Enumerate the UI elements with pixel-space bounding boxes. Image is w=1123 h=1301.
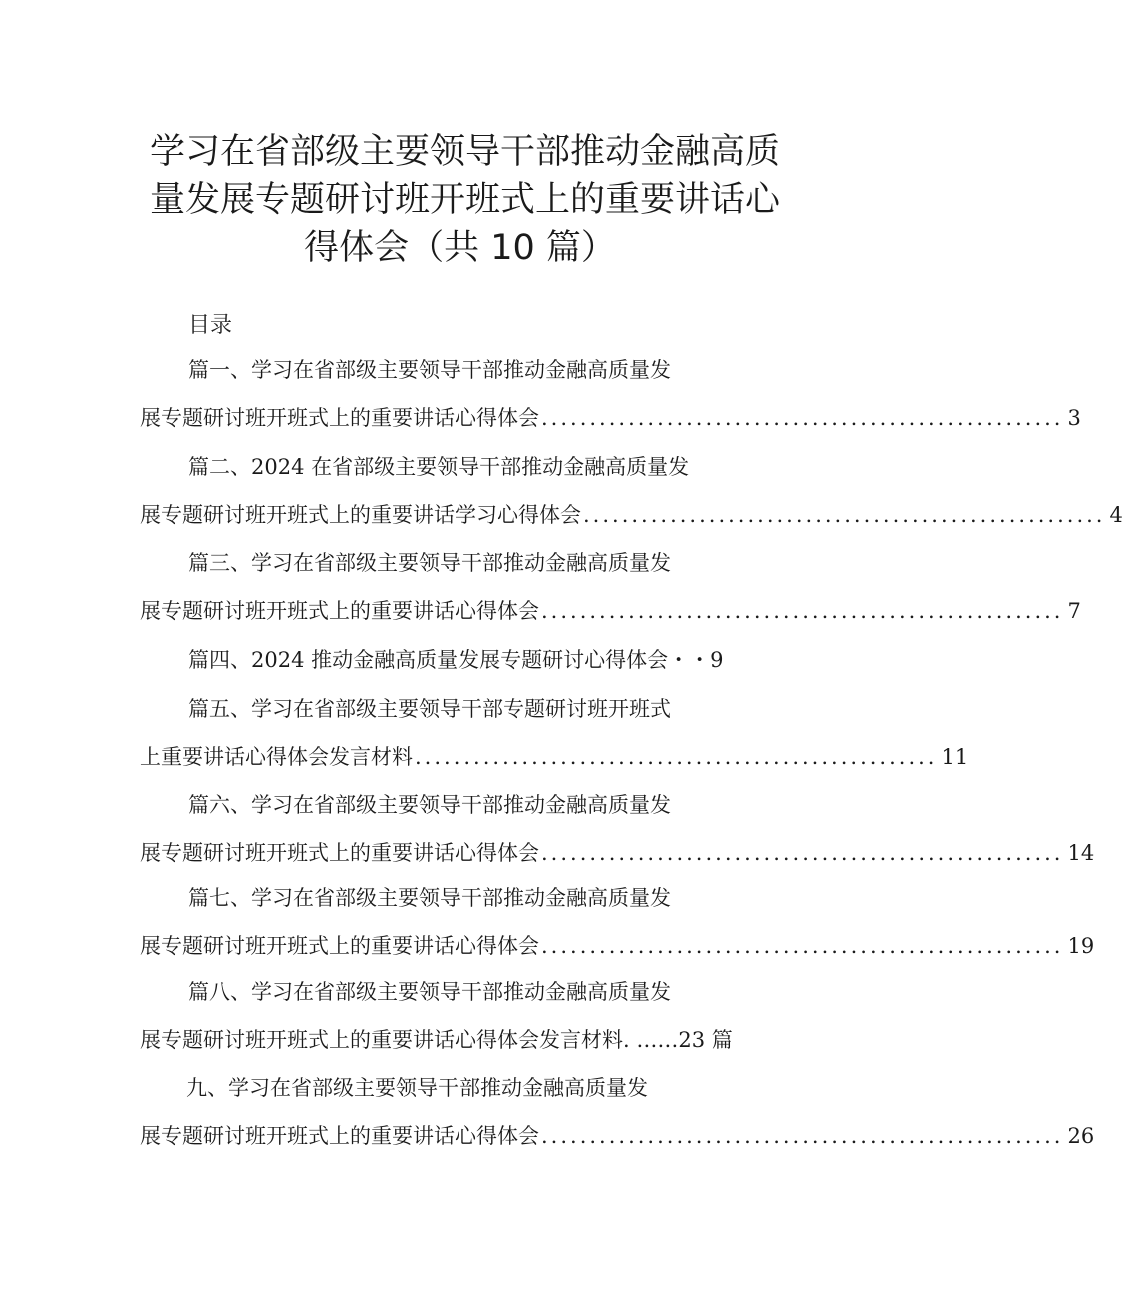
dot-leader: ...................................................... — [541, 406, 1064, 430]
toc-entry-9-line-2[interactable] — [140, 1121, 1095, 1151]
toc-entry-6-line-1[interactable]: 篇六、学习在省部级主要领导干部推动金融高质量发 — [188, 793, 671, 817]
toc-entry-text: 上重要讲话心得体会发言材料 — [140, 745, 413, 769]
toc-entry-1-line-2[interactable] — [140, 403, 1081, 433]
toc-entry-2-line-1[interactable]: 篇二、2024 在省部级主要领导干部推动金融高质量发 — [188, 455, 690, 479]
title-line-2: 量发展专题研讨班开班式上的重要讲话心 — [150, 180, 781, 220]
toc-entry-text: 展专题研讨班开班式上的重要讲话心得体会 — [140, 1124, 539, 1148]
toc-entry-6-line-2[interactable] — [140, 838, 1095, 868]
toc-entry-text: 展专题研讨班开班式上的重要讲话心得体会发言材料. ……23 篇 — [140, 1028, 733, 1052]
dot-leader: ...................................................... — [541, 1124, 1064, 1148]
page-number: 11 — [941, 745, 969, 769]
toc-entry-text: 展专题研讨班开班式上的重要讲话心得体会 — [140, 599, 539, 623]
toc-entry-9-line-1[interactable]: 九、学习在省部级主要领导干部推动金融高质量发 — [186, 1076, 648, 1100]
page-number: 4 — [1109, 503, 1123, 527]
toc-entry-8-line-2[interactable] — [140, 1025, 778, 1055]
toc-heading: 目录 — [188, 313, 233, 338]
toc-entry-text: 展专题研讨班开班式上的重要讲话心得体会 — [140, 841, 539, 865]
toc-entry-text: 展专题研讨班开班式上的重要讲话心得体会 — [140, 406, 539, 430]
toc-entry-7-line-1[interactable]: 篇七、学习在省部级主要领导干部推动金融高质量发 — [188, 886, 671, 910]
title-line-3: 得体会（共 10 篇） — [304, 228, 616, 268]
toc-entry-4[interactable]: 篇四、2024 推动金融高质量发展专题研讨心得体会・・9 — [188, 648, 724, 672]
toc-entry-3-line-2[interactable] — [140, 596, 1081, 626]
dot-leader: ...................................................... — [541, 934, 1064, 958]
page-number: 14 — [1067, 841, 1095, 865]
toc-entry-5-line-1[interactable]: 篇五、学习在省部级主要领导干部专题研讨班开班式 — [188, 697, 671, 721]
dot-leader: ...................................................... — [541, 841, 1064, 865]
dot-leader: ...................................................... — [583, 503, 1106, 527]
toc-entry-1-line-1[interactable]: 篇一、学习在省部级主要领导干部推动金融高质量发 — [188, 358, 671, 382]
title-line-1: 学习在省部级主要领导干部推动金融高质 — [150, 132, 781, 172]
page-number: 19 — [1067, 934, 1095, 958]
page-number: 26 — [1067, 1124, 1095, 1148]
toc-entry-2-line-2[interactable] — [140, 500, 1123, 530]
document-title — [150, 128, 781, 272]
dot-leader: ...................................................... — [541, 599, 1064, 623]
toc-entry-text: 展专题研讨班开班式上的重要讲话心得体会 — [140, 934, 539, 958]
dot-leader: ...................................................... — [415, 745, 938, 769]
page-number: 7 — [1067, 599, 1081, 623]
page-number: 3 — [1067, 406, 1081, 430]
toc-entry-text: 展专题研讨班开班式上的重要讲话学习心得体会 — [140, 503, 581, 527]
toc-entry-3-line-1[interactable]: 篇三、学习在省部级主要领导干部推动金融高质量发 — [188, 551, 671, 575]
toc-entry-7-line-2[interactable] — [140, 931, 1095, 961]
toc-entry-8-line-1[interactable]: 篇八、学习在省部级主要领导干部推动金融高质量发 — [188, 980, 671, 1004]
toc-entry-5-line-2[interactable] — [140, 742, 969, 772]
